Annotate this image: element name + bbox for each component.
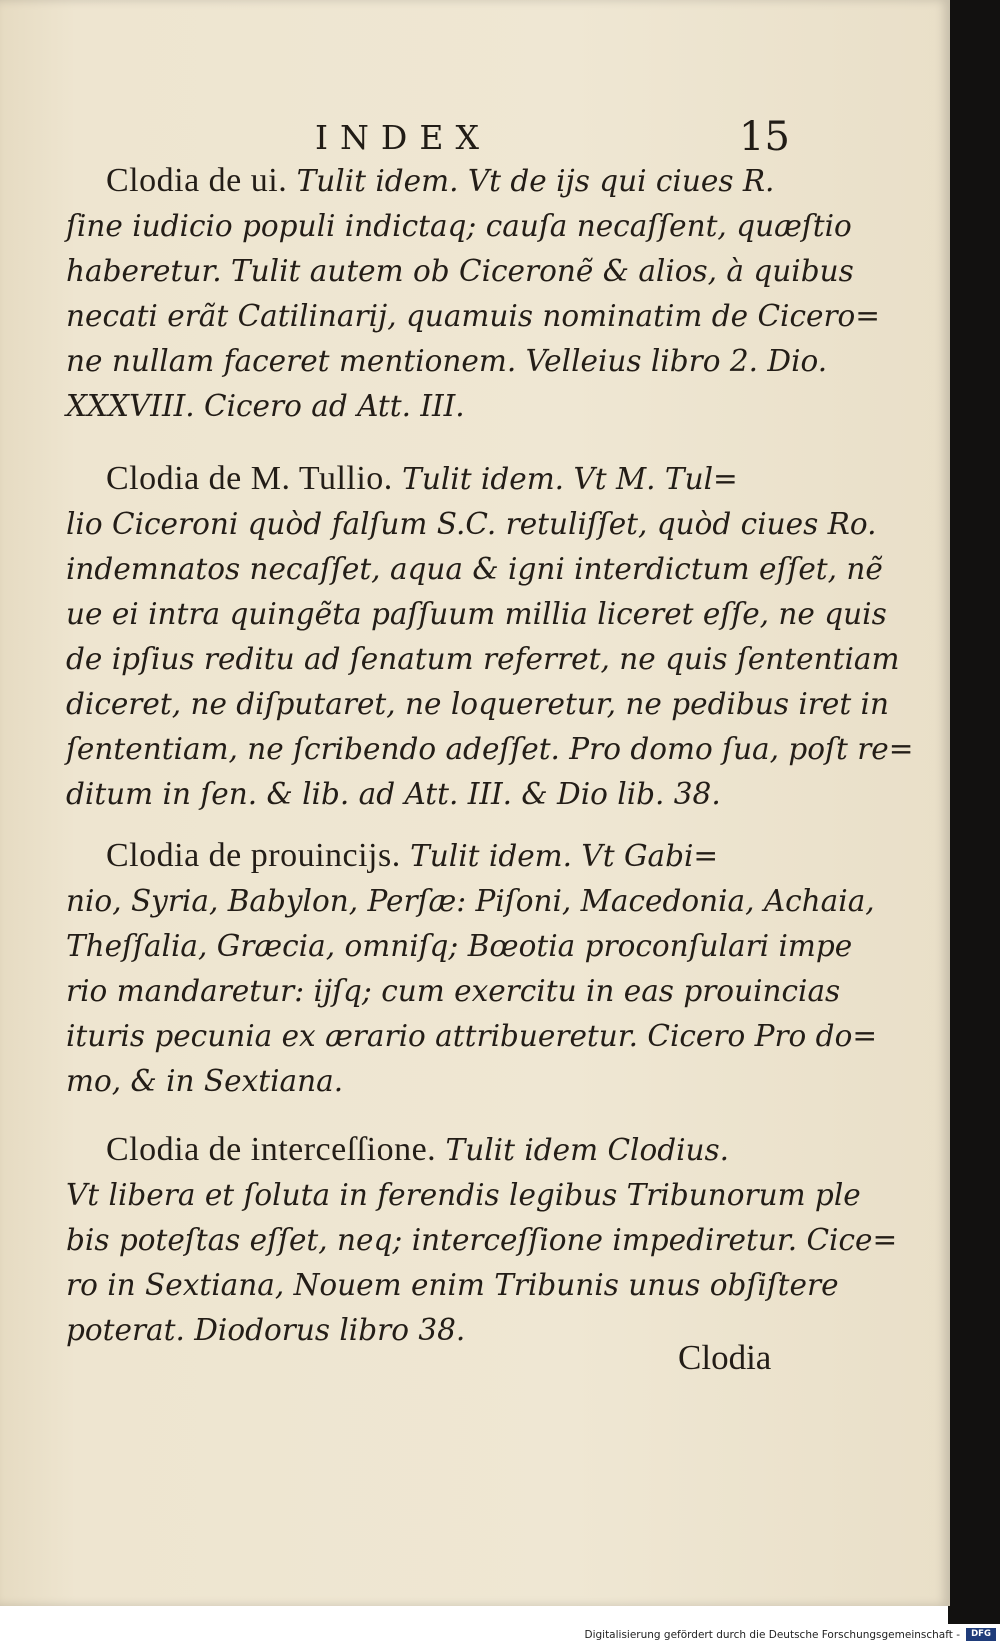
entry-line: poterat. Diodorus libro 38. <box>66 1313 466 1347</box>
entry-lemma: Clodia de interceſſione. <box>106 1131 437 1168</box>
entry-line: lio Ciceroni quòd falſum S.C. retuliſſet, quòd ciues Ro. <box>66 507 877 541</box>
entry-line: diceret, ne diſputaret, ne loqueretur, ne pedibus iret in <box>66 687 889 721</box>
running-head: INDEX <box>315 118 491 157</box>
entry-line: Theſſalia, Græcia, omniſq; Bœotia proconſulari impe <box>66 929 853 963</box>
entry-line: ſententiam, ne ſcribendo adeſſet. Pro domo ſua, poſt re= <box>66 732 914 766</box>
entry-first-line: Clodia de interceſſione. Tulit idem Clodius. <box>106 1131 730 1168</box>
entry-line: rio mandaretur: ijſq; cum exercitu in eas prouincias <box>66 974 841 1008</box>
entry-first-line: Clodia de ui. Tulit idem. Vt de ijs qui ciues R. <box>106 162 775 199</box>
entry-line: ituris pecunia ex ærario attribueretur. Cicero Pro do= <box>66 1019 878 1053</box>
index-entry <box>66 158 881 429</box>
entry-first-line: Clodia de M. Tullio. Tulit idem. Vt M. Tul= <box>106 460 738 497</box>
entry-line: ne nullam faceret mentionem. Velleius libro 2. Dio. <box>66 344 828 378</box>
scan-background-edge <box>948 0 1000 1624</box>
entry-line: ditum in ſen. & lib. ad Att. III. & Dio lib. 38. <box>66 777 721 811</box>
footer-credit: Digitalisierung gefördert durch die Deutsche Forschungsgemeinschaft - <box>584 1629 960 1641</box>
entry-line: ro in Sextiana, Nouem enim Tribunis unus obſiſtere <box>66 1268 839 1302</box>
entry-line: mo, & in Sextiana. <box>66 1064 344 1098</box>
digitization-footer <box>0 1624 1000 1644</box>
entry-line: ſine iudicio populi indictaq; cauſa necaſſent, quæſtio <box>66 209 852 243</box>
entry-line: ue ei intra quingẽta paſſuum millia liceret eſſe, ne quis <box>66 597 887 631</box>
entry-line: haberetur. Tulit autem ob Ciceronẽ & alios, à quibus <box>66 254 854 288</box>
page-number: 15 <box>739 114 790 160</box>
index-entry <box>66 833 878 1104</box>
entry-line: nio, Syria, Babylon, Perſæ: Piſoni, Macedonia, Achaia, <box>66 884 875 918</box>
entry-line: de ipſius reditu ad ſenatum referret, ne quis ſententiam <box>66 642 900 676</box>
entry-line: necati erãt Catilinarij, quamuis nominatim de Cicero= <box>66 299 881 333</box>
dfg-logo-icon: DFG <box>966 1628 996 1641</box>
page-header <box>305 114 825 162</box>
index-entry <box>66 456 914 817</box>
entry-lemma: Clodia de M. Tullio. <box>106 460 393 497</box>
entry-lemma: Clodia de prouincijs. <box>106 837 401 874</box>
catchword: Clodia <box>678 1338 772 1377</box>
entry-line: Vt libera et ſoluta in ferendis legibus Tribunorum ple <box>66 1178 861 1212</box>
index-entry <box>66 1127 898 1353</box>
entry-line: indemnatos necaſſet, aqua & igni interdictum eſſet, nẽ <box>66 552 883 586</box>
entry-line: XXXVIII. Cicero ad Att. III. <box>66 389 465 423</box>
entry-lemma: Clodia de ui. <box>106 162 288 199</box>
entry-line: bis poteſtas eſſet, neq; interceſſione impediretur. Cice= <box>66 1223 898 1257</box>
entry-first-line: Clodia de prouincijs. Tulit idem. Vt Gabi= <box>106 837 719 874</box>
